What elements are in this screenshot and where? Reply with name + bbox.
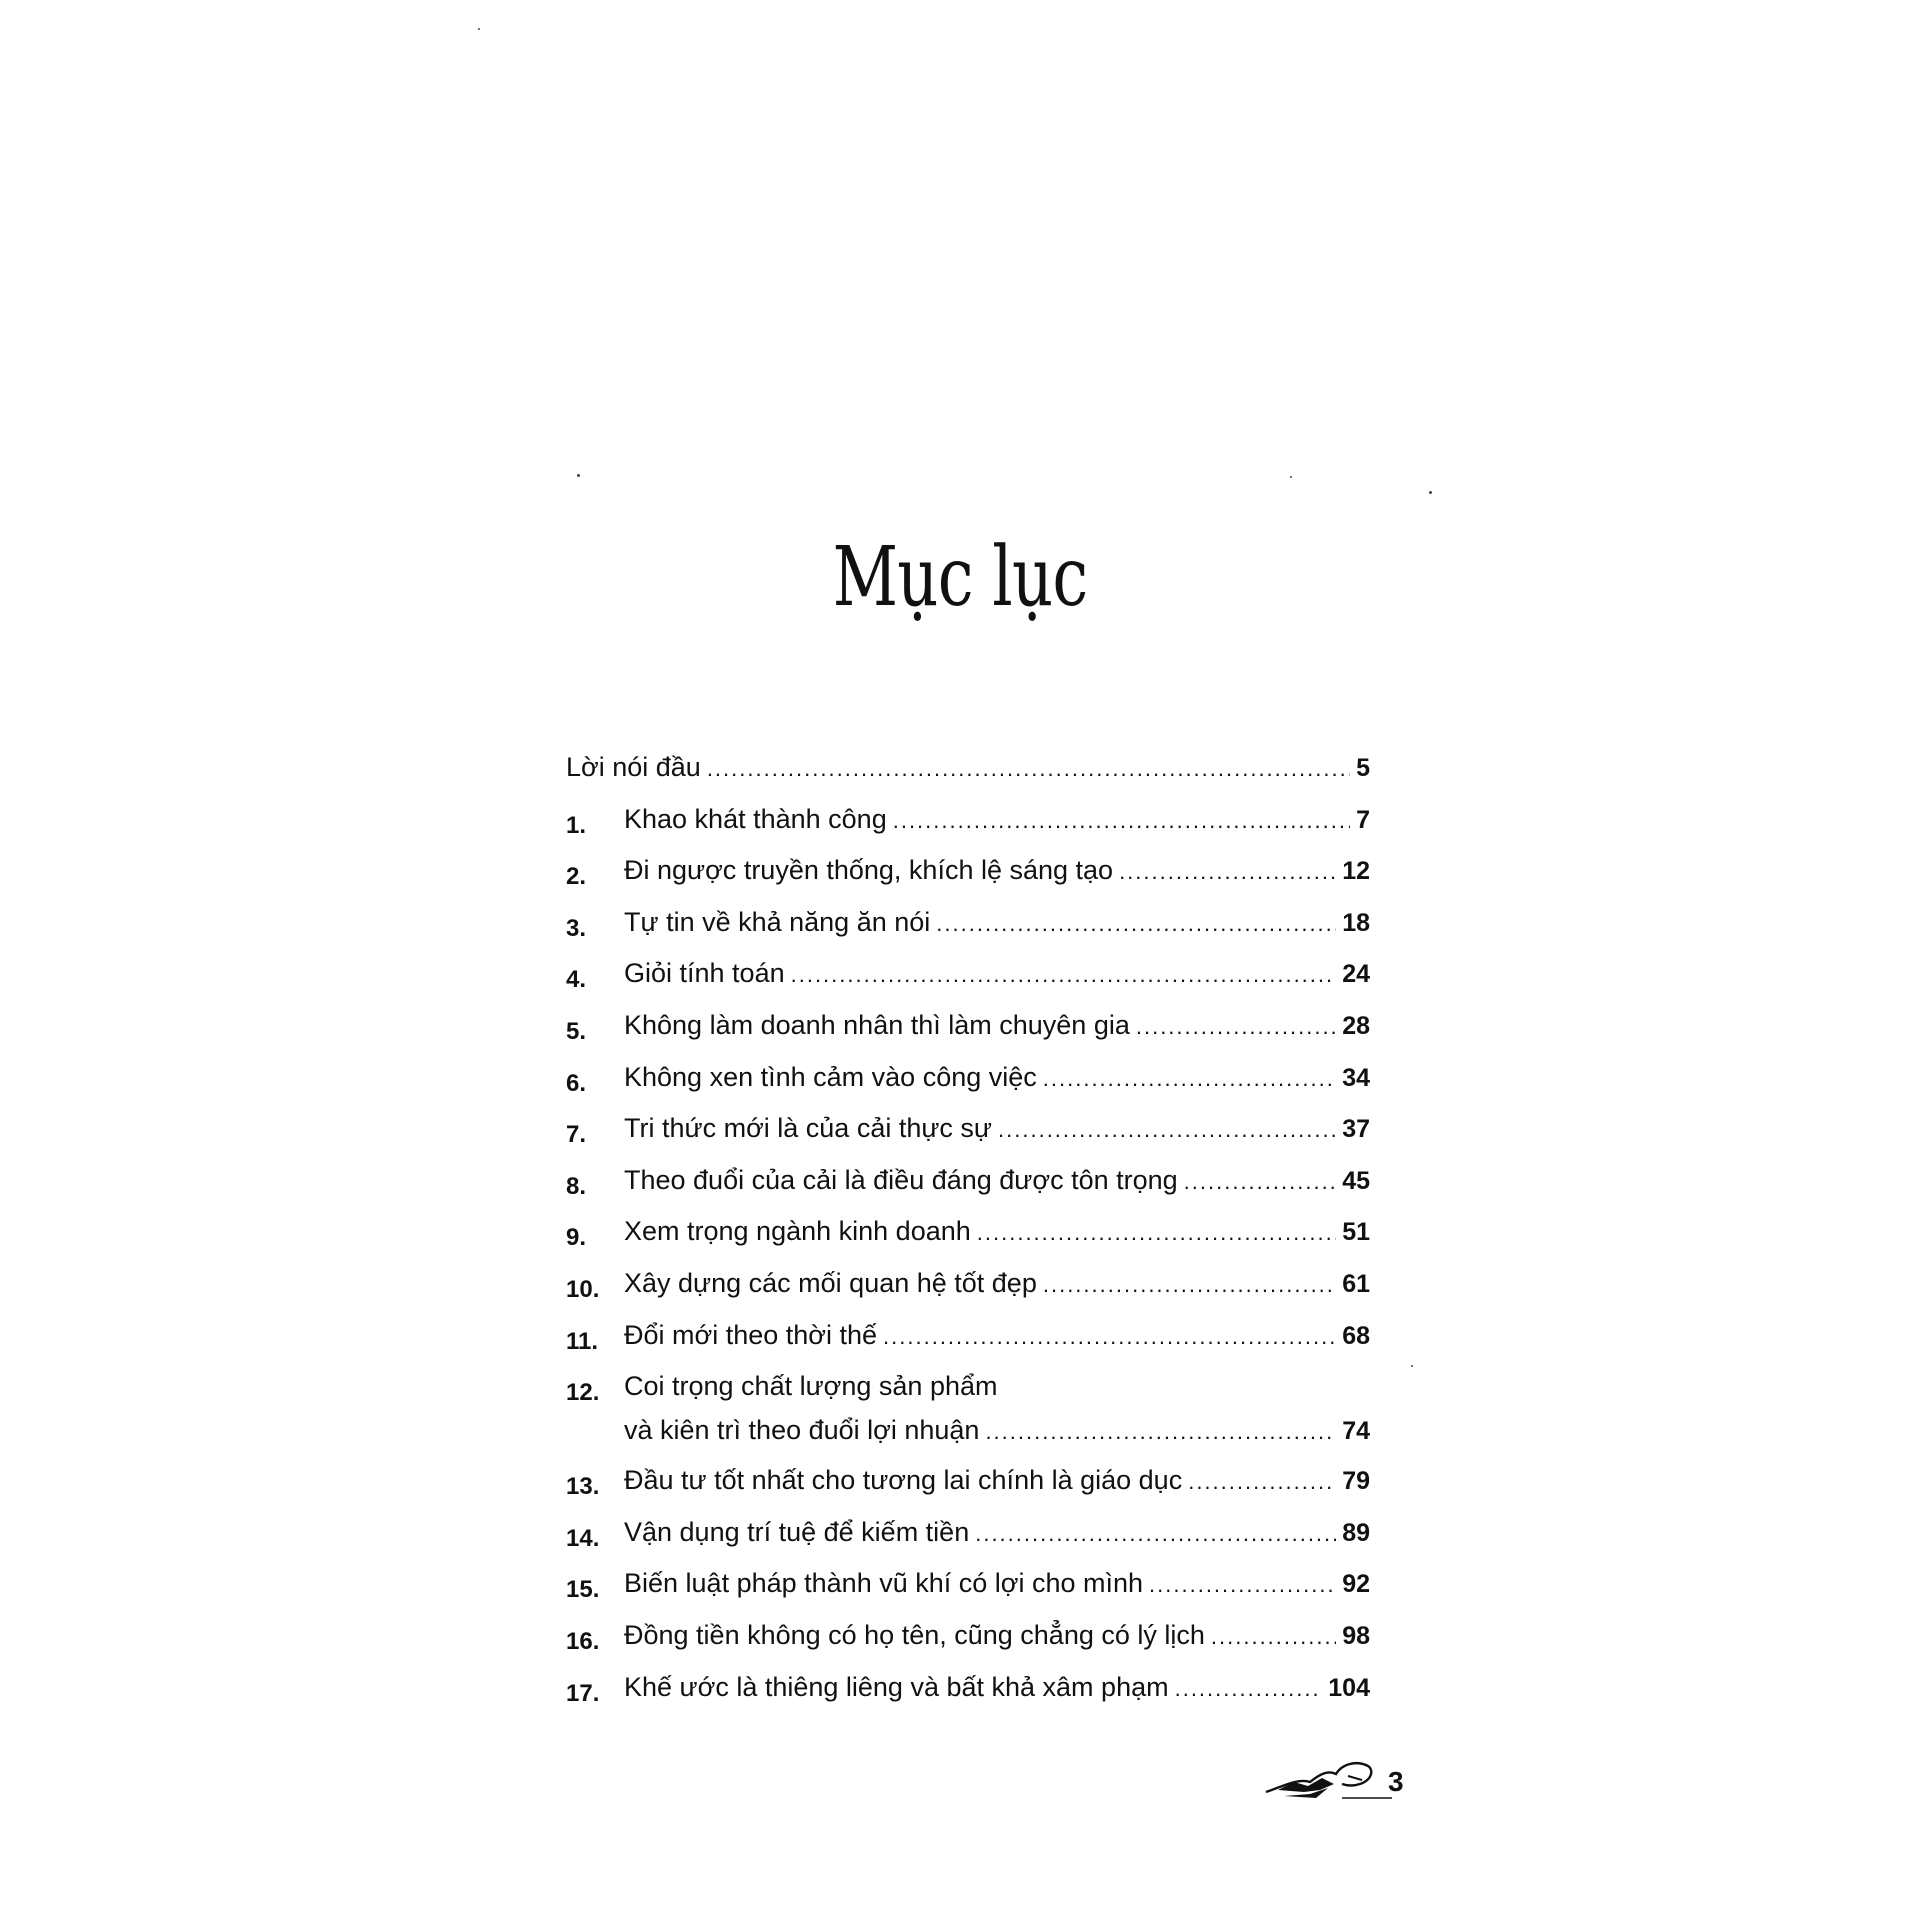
toc-entry-title: Vận dụng trí tuệ để kiếm tiền xyxy=(624,1516,970,1547)
toc-entry-title: Không làm doanh nhân thì làm chuyên gia xyxy=(624,1009,1130,1040)
toc-entry[interactable] xyxy=(566,1361,1370,1455)
toc-entry-number: 2. xyxy=(566,863,587,891)
toc-entry-title: Khao khát thành công xyxy=(624,803,887,834)
toc-entry-title: Khế ước là thiêng liêng và bất khả xâm phạm xyxy=(624,1671,1169,1702)
toc-entry-number: 10. xyxy=(566,1275,600,1303)
toc-entry-page: 51 xyxy=(1342,1218,1370,1247)
dot-leader xyxy=(1149,1559,1336,1611)
print-speck xyxy=(1429,491,1432,494)
print-speck xyxy=(577,474,580,477)
toc-entry-number: 1. xyxy=(566,811,587,839)
toc-entry[interactable] xyxy=(566,1103,1370,1155)
toc-entry-title: Theo đuổi của cải là điều đáng được tôn trọng xyxy=(624,1164,1178,1195)
dot-leader xyxy=(1043,1259,1336,1311)
toc-entry-number: 8. xyxy=(566,1172,587,1200)
dot-leader xyxy=(791,949,1337,1001)
toc-entry[interactable] xyxy=(566,1000,1370,1052)
toc-entry-number: 11. xyxy=(566,1327,599,1355)
toc-entry-title: Đi ngược truyền thống, khích lệ sáng tạo xyxy=(624,855,1114,886)
toc-entry-number: 15. xyxy=(566,1576,600,1604)
toc-entry-title: Xem trọng ngành kinh doanh xyxy=(624,1216,971,1247)
toc-entry-title: Đồng tiền không có họ tên, cũng chẳng có lý lịch xyxy=(624,1619,1205,1650)
toc-entry[interactable] xyxy=(566,1610,1370,1662)
toc-entry-number: 14. xyxy=(566,1524,600,1552)
dot-leader xyxy=(975,1508,1336,1560)
dot-leader xyxy=(985,1406,1336,1458)
toc-entry-page: 5 xyxy=(1356,754,1370,782)
toc-entry-number: 17. xyxy=(566,1679,600,1707)
dot-leader xyxy=(707,743,1350,795)
toc-entry[interactable] xyxy=(566,1310,1370,1362)
toc-entry[interactable] xyxy=(566,845,1370,897)
dot-leader xyxy=(936,898,1336,950)
toc-entry-page: 92 xyxy=(1342,1570,1370,1599)
toc-entry[interactable] xyxy=(566,1662,1370,1714)
toc-entry-page: 98 xyxy=(1342,1621,1370,1650)
toc-entry-page: 74 xyxy=(1342,1417,1370,1446)
toc-entry-page: 34 xyxy=(1342,1063,1370,1092)
toc-entry-number: 12. xyxy=(566,1379,600,1407)
toc-entry-title: Không xen tình cảm vào công việc xyxy=(624,1061,1037,1092)
toc-entry-title: Đầu tư tốt nhất cho tương lai chính là giáo dục xyxy=(624,1465,1183,1496)
dot-leader xyxy=(1043,1053,1336,1105)
dot-leader xyxy=(883,1311,1336,1363)
print-speck xyxy=(1290,476,1292,478)
toc-entry-title: Lời nói đầu xyxy=(566,752,701,782)
toc-entry-page: 79 xyxy=(1342,1467,1370,1496)
print-speck xyxy=(1411,1365,1413,1367)
dot-leader xyxy=(893,795,1350,847)
toc-entry-title: Tự tin về khả năng ăn nói xyxy=(624,906,931,937)
toc-entry[interactable] xyxy=(566,1155,1370,1207)
toc-entry-title: Tri thức mới là của cải thực sự xyxy=(624,1113,993,1144)
toc-entry-title: Xây dựng các mối quan hệ tốt đẹp xyxy=(624,1267,1037,1298)
toc-entry-number: 4. xyxy=(566,966,587,994)
toc-entry-number: 9. xyxy=(566,1224,587,1252)
dot-leader xyxy=(1188,1456,1336,1508)
toc-entry-title: Coi trọng chất lượng sản phẩm xyxy=(624,1371,998,1402)
toc-entry[interactable] xyxy=(566,948,1370,1000)
toc-entry-page: 18 xyxy=(1342,908,1370,937)
toc-entry-page: 89 xyxy=(1342,1518,1370,1547)
toc-entry-title: Đổi mới theo thời thế xyxy=(624,1319,878,1350)
dot-leader xyxy=(1184,1156,1337,1208)
page-title: Mục lục xyxy=(832,529,1088,625)
toc-entry-title-continued: và kiên trì theo đuổi lợi nhuận xyxy=(624,1415,980,1446)
dot-leader xyxy=(977,1207,1336,1259)
toc-entry[interactable] xyxy=(566,1507,1370,1559)
toc-entry[interactable] xyxy=(566,1206,1370,1258)
toc-entry-number: 7. xyxy=(566,1121,587,1149)
toc-entry-number: 13. xyxy=(566,1473,600,1501)
bird-swoosh-icon xyxy=(1264,1752,1394,1802)
toc-entry[interactable] xyxy=(566,794,1370,846)
toc-entry[interactable] xyxy=(566,1052,1370,1104)
toc-entry[interactable] xyxy=(566,1558,1370,1610)
dot-leader xyxy=(1211,1611,1336,1663)
dot-leader xyxy=(998,1104,1336,1156)
table-of-contents xyxy=(566,742,1370,1713)
page-number: 3 xyxy=(1388,1766,1404,1797)
dot-leader xyxy=(1119,846,1336,898)
toc-entry[interactable] xyxy=(566,1455,1370,1507)
toc-entry[interactable] xyxy=(566,897,1370,949)
toc-entry-title: Giỏi tính toán xyxy=(624,958,785,989)
toc-entry-page: 104 xyxy=(1328,1673,1370,1702)
toc-entry-page: 45 xyxy=(1342,1166,1370,1195)
toc-entry-page: 12 xyxy=(1342,857,1370,886)
dot-leader xyxy=(1136,1001,1336,1053)
toc-entry-number: 16. xyxy=(566,1627,600,1655)
toc-entry-page: 61 xyxy=(1342,1269,1370,1298)
toc-entry-number: 5. xyxy=(566,1017,587,1045)
toc-entry-title: Biến luật pháp thành vũ khí có lợi cho mình xyxy=(624,1568,1144,1599)
toc-entry[interactable] xyxy=(566,742,1370,794)
dot-leader xyxy=(1175,1663,1323,1715)
toc-entry-page: 37 xyxy=(1342,1115,1370,1144)
toc-entry-page: 24 xyxy=(1342,960,1370,989)
print-speck xyxy=(478,28,480,30)
toc-entry-number: 6. xyxy=(566,1069,587,1097)
toc-entry-page: 68 xyxy=(1342,1321,1370,1350)
toc-entry-number: 3. xyxy=(566,914,587,942)
toc-entry-page: 7 xyxy=(1356,805,1370,834)
toc-entry-page: 28 xyxy=(1342,1011,1370,1040)
toc-entry[interactable] xyxy=(566,1258,1370,1310)
